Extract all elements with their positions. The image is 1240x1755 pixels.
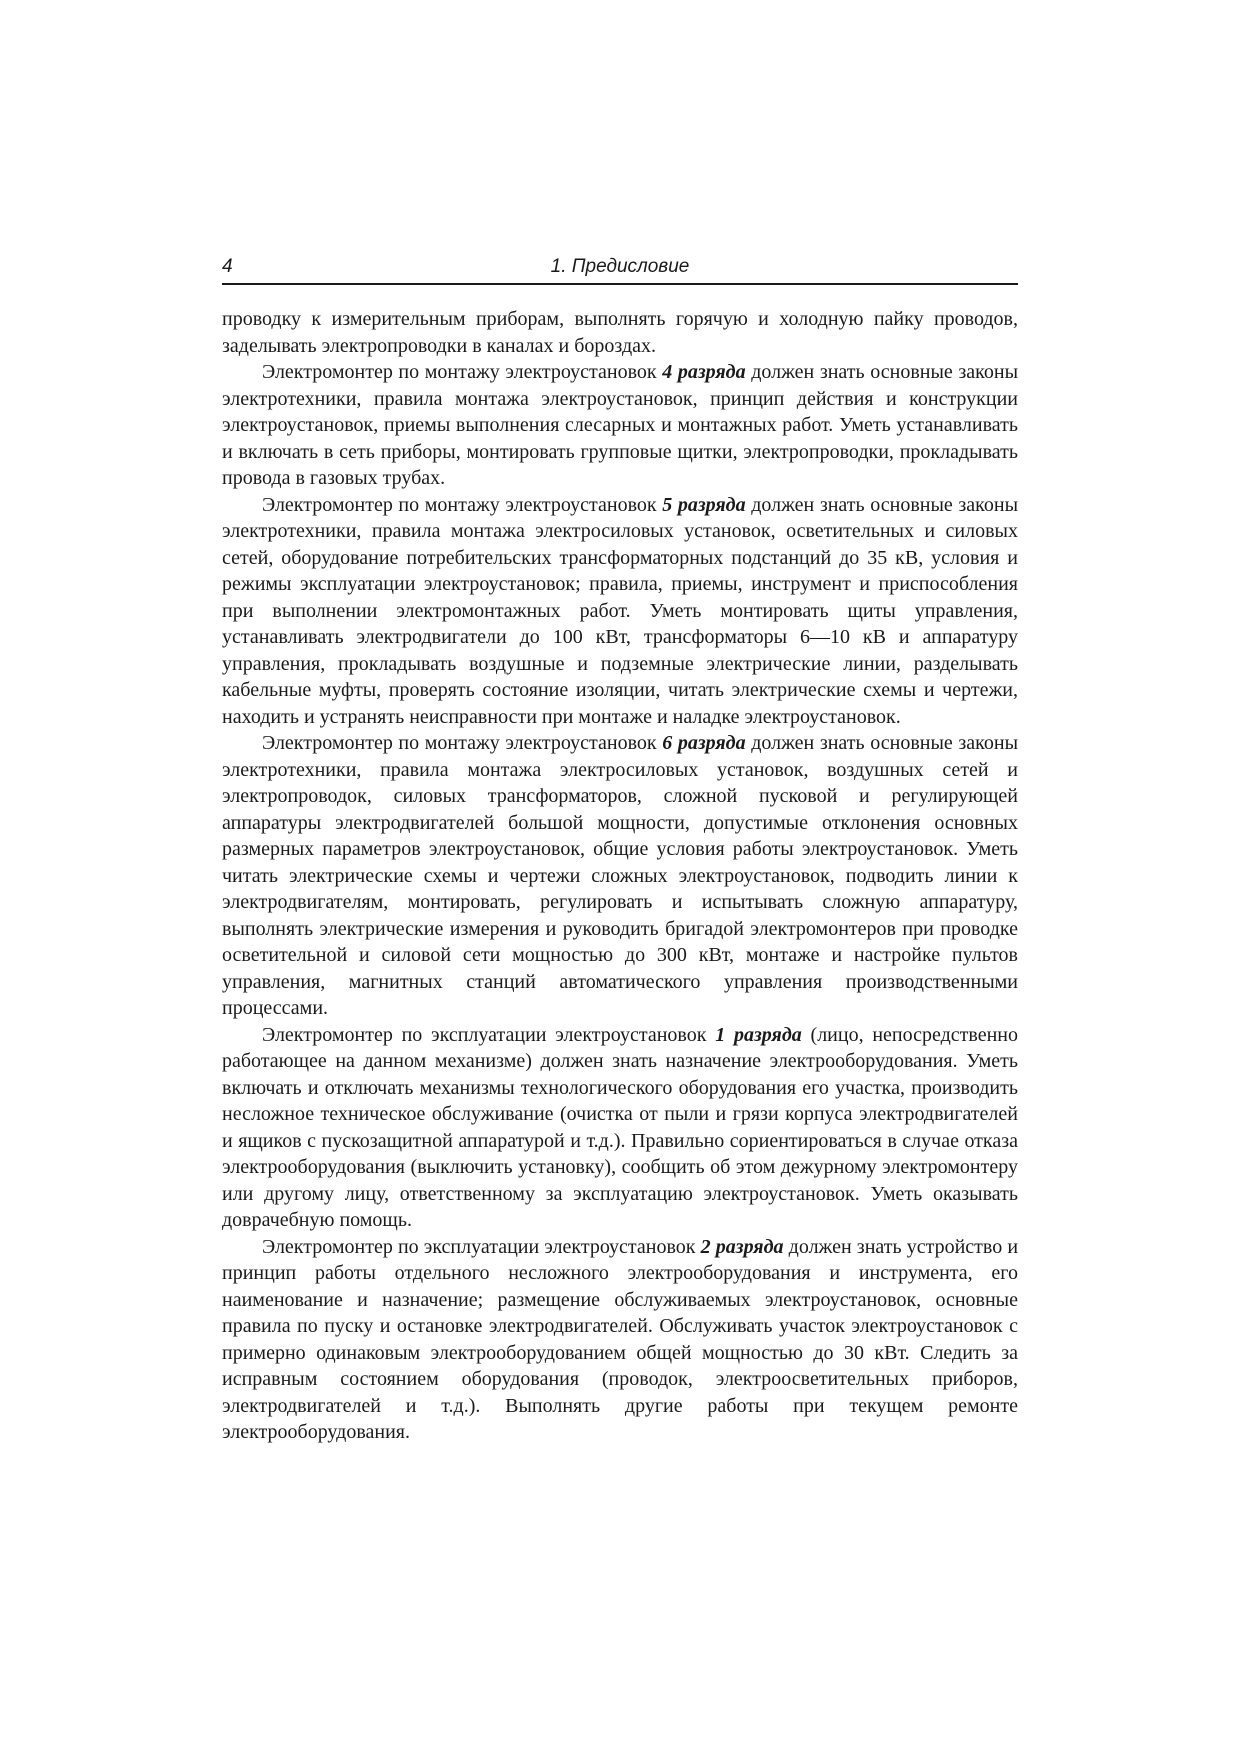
page-header <box>222 255 1018 285</box>
grade-label: 4 разряда <box>662 361 746 383</box>
paragraph-installer-grade-6 <box>222 730 1018 1022</box>
paragraph-operator-grade-1 <box>222 1022 1018 1234</box>
grade-label: 2 разряда <box>700 1235 784 1258</box>
paragraph-text: должен знать основные законы электротехники, правила монтажа электросиловых установок, воздушных сетей и электропроводок, силовых трансформаторов, сложной пусковой и регулирующей аппаратуры электродвигателей большой мощности, допустимые отклонения основных размерных параметров электроустановок, общие условия работы электроустановок. Уметь читать электрические схемы и чертежи сложных электроустановок, подводить линии к электродвигателям, монтировать, регулировать и испытывать сложную аппаратуру, выполнять электрические измерения и руководить бригадой электромонтеров при проводке осветительной и силовой сети мощностью до 300 кВт, монтаже и настройке пультов управления, магнитных станций автоматического управления производственными процессами. <box>222 732 1019 1019</box>
grade-label: 1 разряда <box>715 1023 802 1046</box>
running-title: 1. Предисловие <box>550 256 690 277</box>
grade-label: 6 разряда <box>662 732 746 754</box>
paragraph-text: должен знать основные законы электротехники, правила монтажа электросиловых установок, осветительных и силовых сетей, оборудование потребительских трансформаторных подстанций до 35 кВ, условия и режимы эксплуатации электроустановок; правила, приемы, инструмент и приспособления при выполнении электромонтажных работ. Уметь монтировать щиты управления, устанавливать электродвигатели до 100 кВт, трансформаторы 6—10 кВ и аппаратуру управления, прокладывать воздушные и подземные электрические линии, разделывать кабельные муфты, проверять состояние изоляции, читать электрические схемы и чертежи, находить и устранять неисправности при монтаже и наладке электроустановок. <box>222 493 1019 728</box>
paragraph-installer-grade-4 <box>222 359 1018 492</box>
paragraph-text: (лицо, непосредственно работающее на данном механизме) должен знать назначение электрооборудования. Уметь включать и отключать механизмы технологического оборудования его участка, производить несложное техническое обслуживание (очистка от пыли и грязи корпуса электродвигателей и ящиков с пускозащитной аппаратурой и т.д.). Правильно сориентироваться в случае отказа электрооборудования (выключить установку), сообщить об этом дежурному электромонтеру или другому лицу, ответственному за эксплуатацию электроустановок. Уметь оказывать доврачебную помощь. <box>222 1023 1019 1231</box>
paragraph-lead: Электромонтер по эксплуатации электроустановок <box>262 1235 696 1258</box>
grade-label: 5 разряда <box>662 493 746 516</box>
paragraph-lead: Электромонтер по монтажу электроустановок <box>262 732 657 754</box>
paragraph-lead: Электромонтер по эксплуатации электроустановок <box>262 1023 707 1046</box>
paragraph-text: проводку к измерительным приборам, выполнять горячую и холодную пайку проводов, заделывать электропроводки в каналах и бороздах. <box>222 308 1018 357</box>
page-body <box>222 306 1018 1446</box>
page-number: 4 <box>222 256 233 277</box>
paragraph-lead: Электромонтер по монтажу электроустановок <box>262 493 657 516</box>
paragraph-operator-grade-2 <box>222 1234 1018 1446</box>
paragraph-continuation <box>222 306 1018 359</box>
paragraph-installer-grade-5 <box>222 492 1018 731</box>
paragraph-text: должен знать основные законы электротехники, правила монтажа электроустановок, принцип действия и конструкции электроустановок, приемы выполнения слесарных и монтажных работ. Уметь устанавливать и включать в сеть приборы, монтировать групповые щитки, электропроводки, прокладывать провода в газовых трубах. <box>222 361 1019 489</box>
paragraph-text: должен знать устройство и принцип работы отдельного несложного электрооборудования и инструмента, его наименование и назначение; размещение обслуживаемых электроустановок, основные правила по пуску и остановке электродвигателей. Обслуживать участок электроустановок с примерно одинаковым электрооборудованием общей мощностью до 30 кВт. Следить за исправным состоянием оборудования (проводок, электроосветительных приборов, электродвигателей и т.д.). Выполнять другие работы при текущем ремонте электрооборудования. <box>222 1235 1019 1443</box>
paragraph-lead: Электромонтер по монтажу электроустановок <box>262 361 657 383</box>
